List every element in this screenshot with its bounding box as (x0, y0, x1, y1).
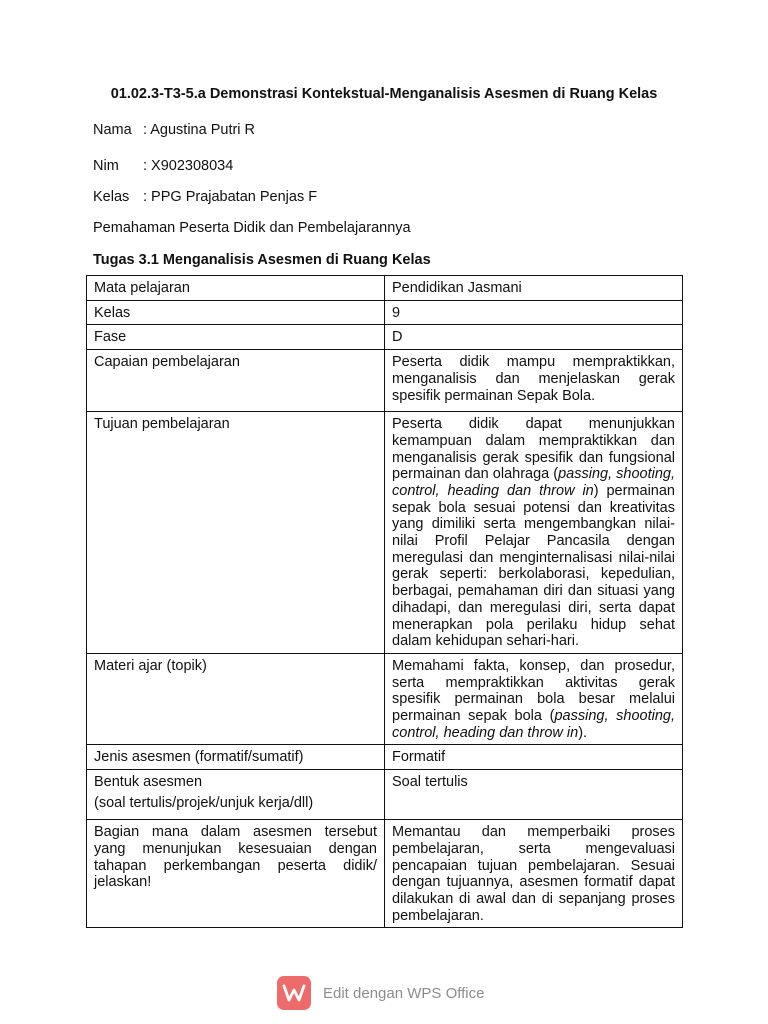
nim-label: Nim (93, 158, 119, 174)
nama-label: Nama (93, 122, 132, 138)
row-value: Soal tertulis (385, 770, 683, 820)
wps-edit-banner[interactable] (277, 976, 484, 1010)
materi-text-1: Memahami fakta, konsep, dan prosedur, serta mempraktikkan aktivitas gerak spesifik permainan bola besar melalui permainan sepak bola ( (392, 657, 675, 725)
row-value: Memantau dan memperbaiki proses pembelajaran, serta mengevaluasi pencapaian tujuan pembelajaran. Sesuai dengan tujuannya, asesmen formatif dapat dilakukan di awal dan di sepanjang proses pembelajaran. (385, 820, 683, 928)
materi-text-2: ). (578, 724, 588, 741)
document-title: 01.02.3-T3-5.a Demonstrasi Kontekstual-Menganalisis Asesmen di Ruang Kelas (110, 86, 658, 102)
row-label: Tujuan pembelajaran (87, 412, 385, 654)
tujuan-italic: passing, shooting, control, heading dan throw in (392, 466, 675, 499)
row-value: Pendidikan Jasmani (385, 276, 683, 301)
table-row (87, 325, 683, 350)
table-row (87, 653, 683, 745)
row-label: Capaian pembelajaran (87, 350, 385, 412)
row-value: 9 (385, 300, 683, 325)
row-value (385, 412, 683, 654)
table-row (87, 276, 683, 301)
row-value: Peserta didik mampu mempraktikkan, menganalisis dan menjelaskan gerak spesifik permainan Sepak Bola. (385, 350, 683, 412)
row-label: Materi ajar (topik) (87, 653, 385, 745)
section-heading: Pemahaman Peserta Didik dan Pembelajarannya (93, 220, 411, 236)
row-label (87, 770, 385, 820)
row-label: Bagian mana dalam asesmen tersebut yang menunjukan kesesuaian dengan tahapan perkembangan peserta didik/ jelaskan! (87, 820, 385, 928)
nim-value: : X902308034 (143, 158, 234, 174)
nama-value: : Agustina Putri R (143, 122, 256, 138)
table-row (87, 820, 683, 928)
info-nim (93, 158, 233, 174)
kelas-label: Kelas (93, 189, 130, 205)
wps-edit-label: Edit dengan WPS Office (323, 984, 485, 1002)
info-kelas (93, 189, 317, 205)
kelas-value: : PPG Prajabatan Penjas F (143, 189, 318, 205)
row-label: Fase (87, 325, 385, 350)
table-row (87, 350, 683, 412)
materi-italic: passing, shooting, control, heading dan throw in (392, 708, 675, 741)
row-value: Formatif (385, 745, 683, 770)
row-label: Kelas (87, 300, 385, 325)
table-row (87, 300, 683, 325)
table-row (87, 745, 683, 770)
bentuk-label: Bentuk asesmen (94, 774, 203, 791)
task-title: Tugas 3.1 Menganalisis Asesmen di Ruang Kelas (93, 252, 431, 268)
bentuk-sublabel: (soal tertulis/projek/unjuk kerja/dll) (94, 794, 314, 811)
info-nama (93, 122, 255, 138)
row-value: D (385, 325, 683, 350)
row-label: Mata pelajaran (87, 276, 385, 301)
row-label: Jenis asesmen (formatif/sumatif) (87, 745, 385, 770)
table-row (87, 412, 683, 654)
tujuan-text-1: Peserta didik dapat menunjukkan kemampuan dalam mempraktikkan dan menganalisis gerak spesifik dan fungsional permainan dan olahraga ( (392, 416, 675, 483)
row-value (385, 653, 683, 745)
assessment-table (86, 275, 683, 928)
table-row (87, 770, 683, 820)
wps-logo-icon (277, 976, 311, 1010)
tujuan-text-2: ) permainan sepak bola sesuai potensi dan kreativitas yang dimiliki serta mengembangkan nilai-nilai Profil Pelajar Pancasila dengan meregulasi dan menginternalisasi nilai-nilai gerak seperti: berkolaborasi, kepedulian, berbagai, pemahaman diri dan situasi yang dihadapi, dan meregulasi diri, serta dapat menerapkan pola perilaku hidup sehat dalam kehidupan sehari-hari. (392, 482, 675, 650)
